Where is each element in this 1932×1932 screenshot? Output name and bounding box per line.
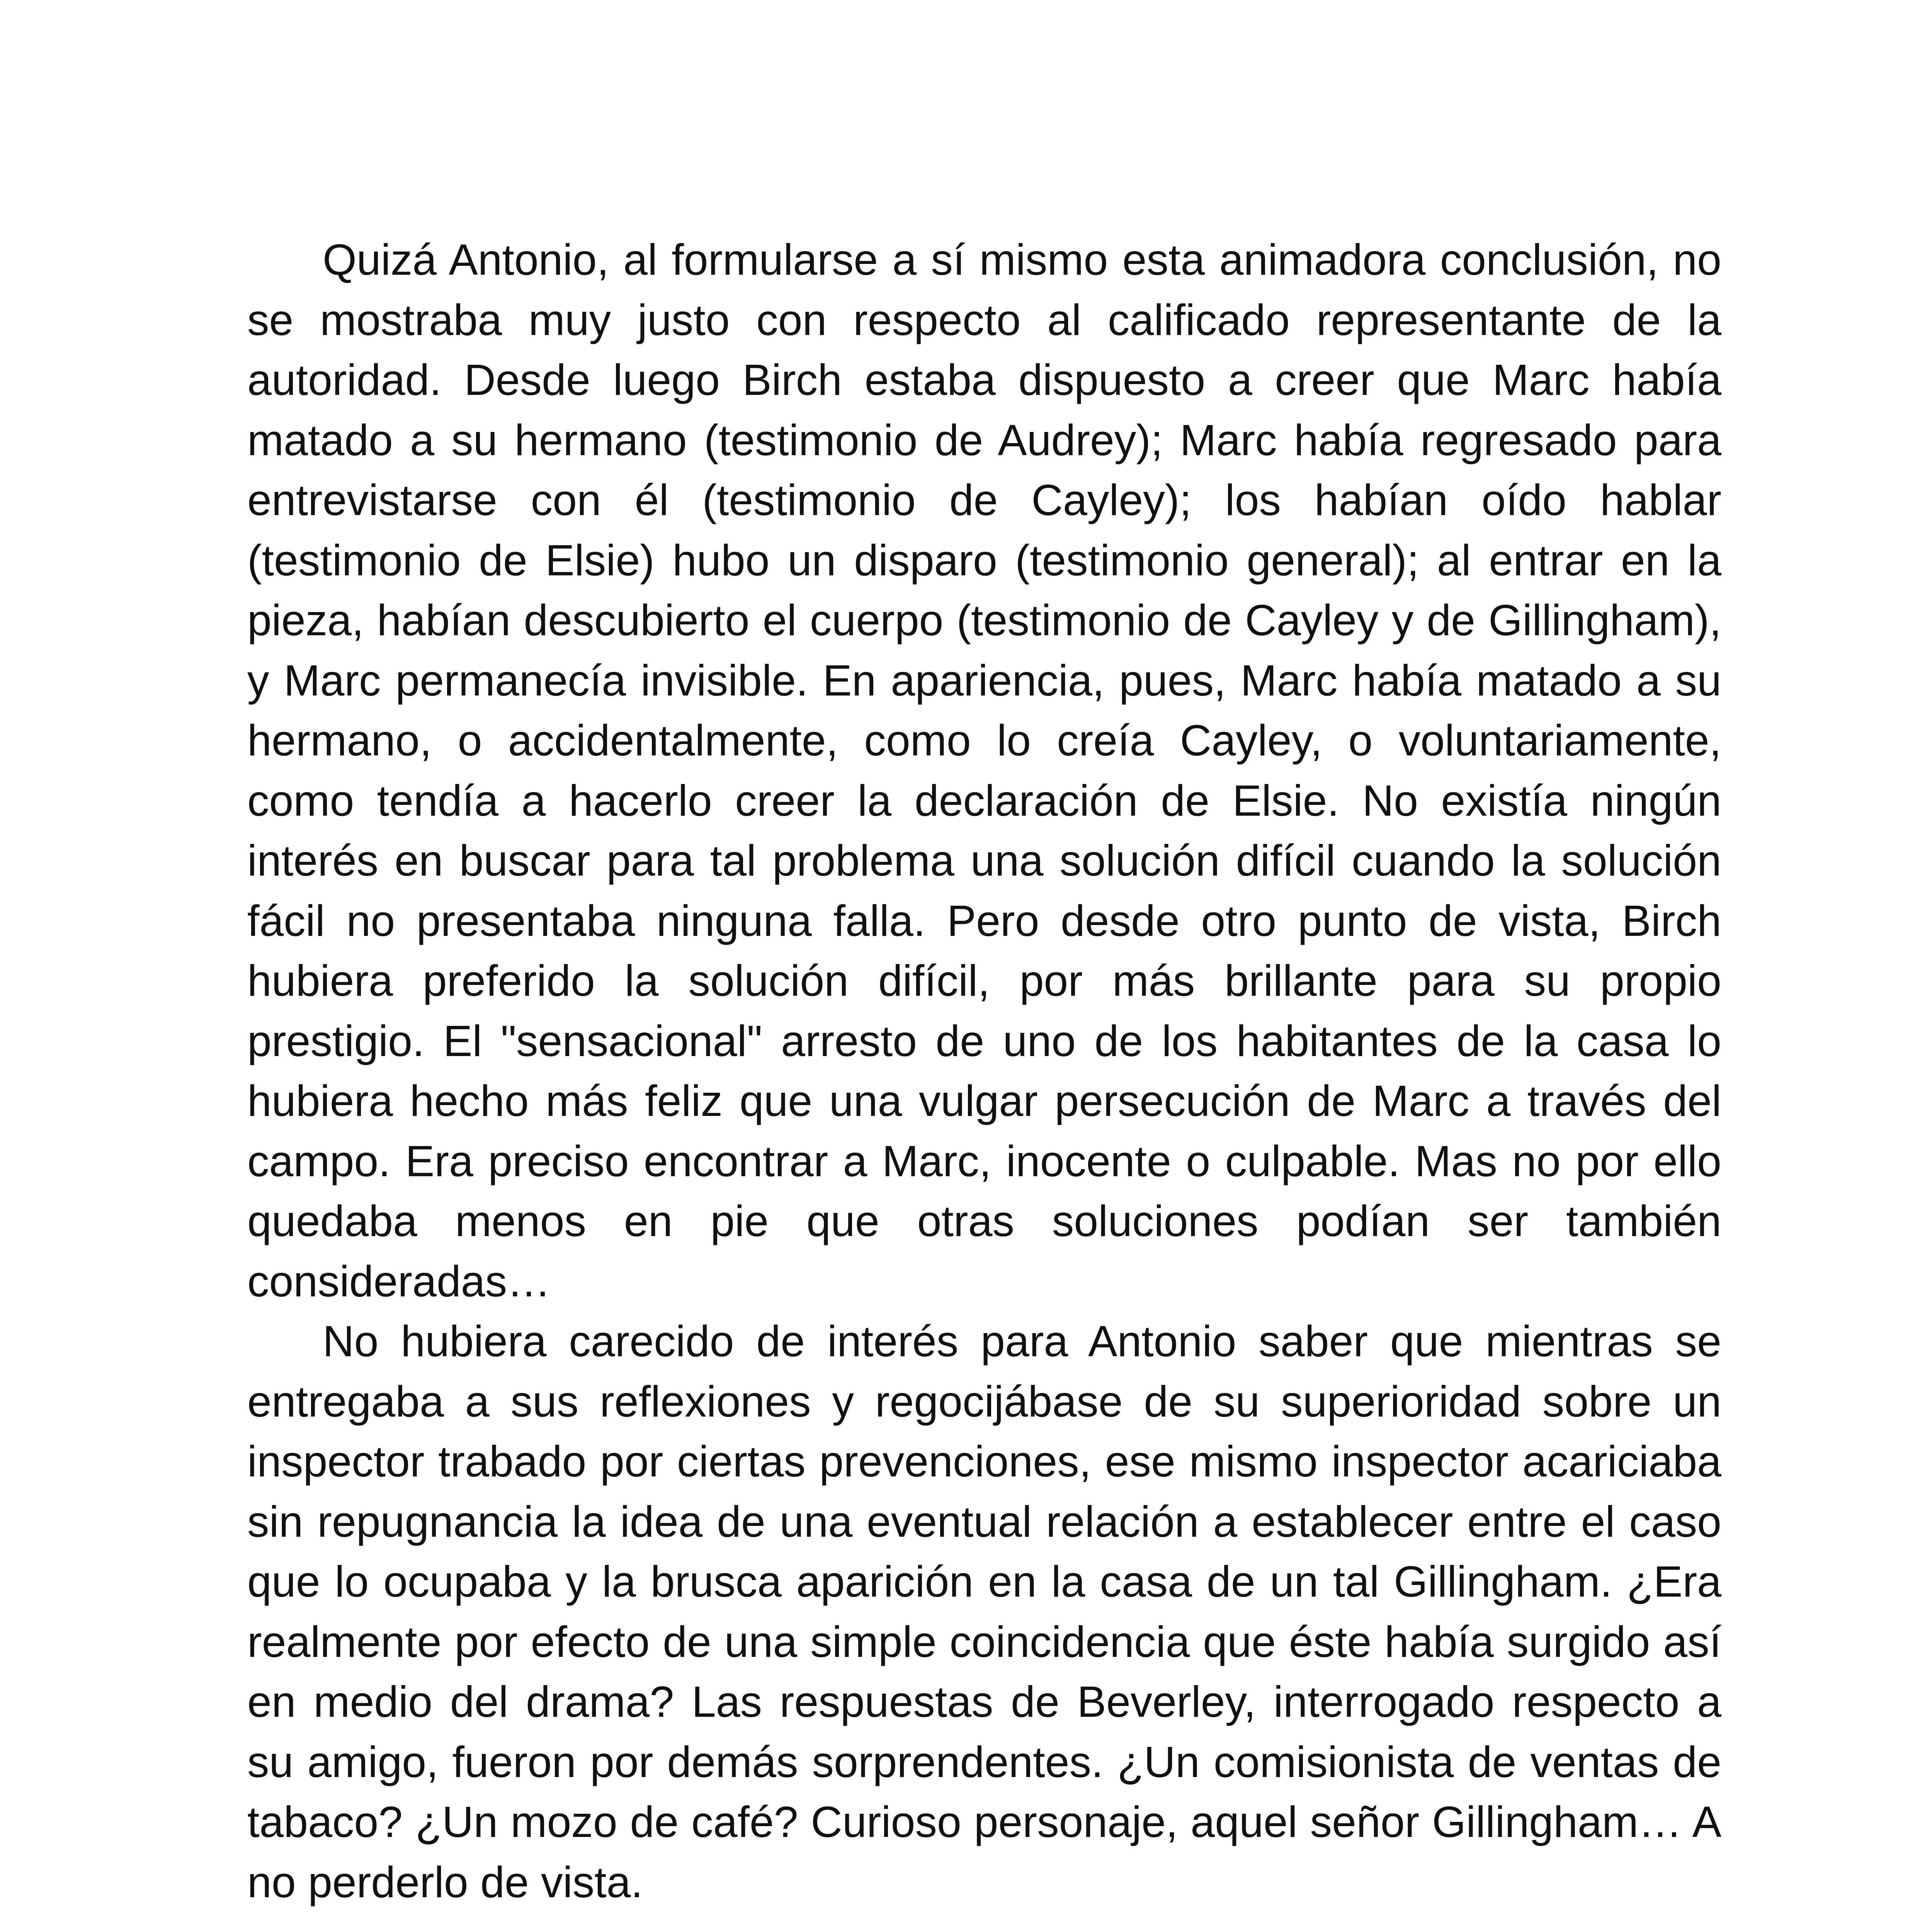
paragraph-1: Quizá Antonio, al formularse a sí mismo esta animadora conclusión, no se mostraba muy justo con respecto al calificado representante de la autoridad. Desde luego Birch estaba dispuesto a creer que Marc había matado a su hermano (testimonio de Audrey); Marc había regresado para entrevistarse con él (testimonio de Cayley); los habían oído hablar (testimonio de Elsie) hubo un disparo (testimonio general); al entrar en la pieza, habían descubierto el cuerpo (testimonio de Cayley y de Gillingham), y Marc permanecía invisible. En apariencia, pues, Marc había matado a su hermano, o accidentalmente, como lo creía Cayley, o voluntariamente, como tendía a hacerlo creer la declaración de Elsie. No existía ningún interés en buscar para tal problema una solución difícil cuando la solución fácil no presentaba ninguna falla. Pero desde otro punto de vista, Birch hubiera preferido la solución difícil, por más brillante para su propio prestigio. El "sensacional" arresto de uno de los habitantes de la casa lo hubiera hecho más feliz que una vulgar persecución de Marc a través del campo. Era preciso encontrar a Marc, inocente o culpable. Mas no por ello quedaba menos en pie que otras soluciones podían ser también consideradas… [247,235,1721,1306]
paragraph-2: No hubiera carecido de interés para Antonio saber que mientras se entregaba a sus reflexiones y regocijábase de su superioridad sobre un inspector trabado por ciertas prevenciones, ese mismo inspector acariciaba sin repugnancia la idea de una eventual relación a establecer entre el caso que lo ocupaba y la brusca aparición en la casa de un tal Gillingham. ¿Era realmente por efecto de una simple coincidencia que éste había surgido así en medio del drama? Las respuestas de Beverley, interrogado respecto a su amigo, fueron por demás sorprendentes. ¿Un comisionista de ventas de tabaco? ¿Un mozo de café? Curioso personaje, aquel señor Gillingham… A no perderlo de vista. [247,1317,1721,1906]
body-text [247,230,1721,1912]
